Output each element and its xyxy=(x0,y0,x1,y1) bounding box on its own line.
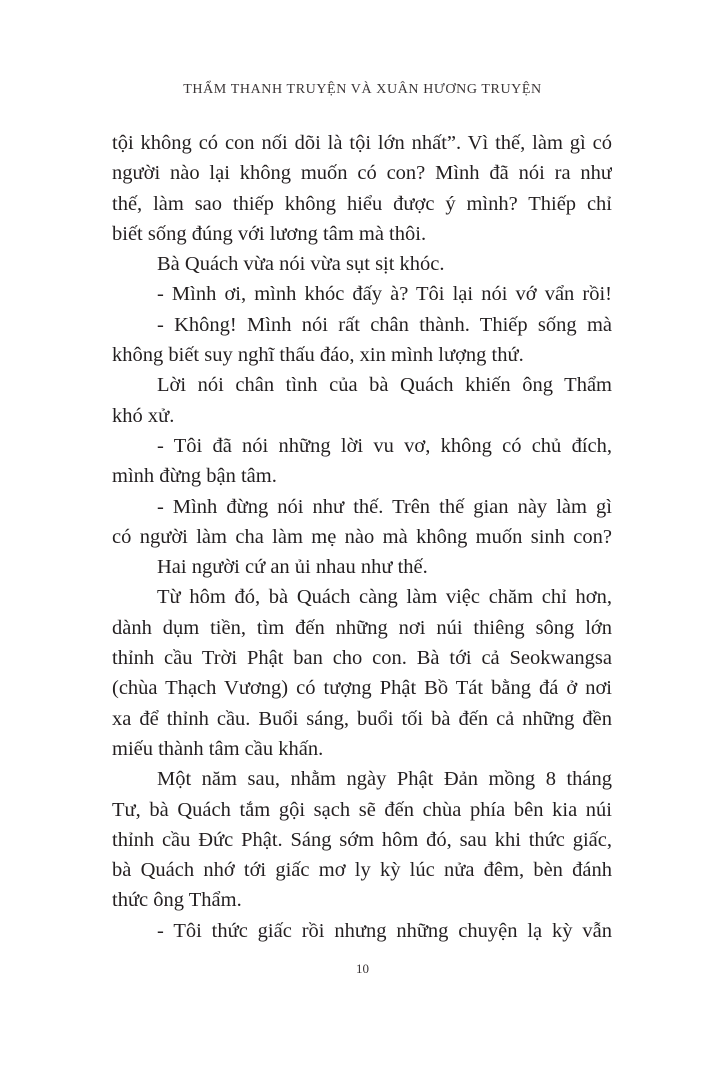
text-line: không biết suy nghĩ thấu đáo, xin mình lượng thứ. xyxy=(112,344,524,367)
text-line: thế, làm sao thiếp không hiểu được ý mình? Thiếp chỉ xyxy=(112,192,612,215)
text-line: khó xử. xyxy=(112,404,175,427)
text-line: - Tôi thức giấc rồi nhưng những chuyện lạ kỳ vẫn xyxy=(157,919,612,942)
text-line: - Mình ơi, mình khóc đấy à? Tôi lại nói vớ vẩn rồi! xyxy=(157,283,612,306)
text-line: (chùa Thạch Vương) có tượng Phật Bồ Tát bằng đá ở nơi xyxy=(112,677,612,700)
text-line: biết sống đúng với lương tâm mà thôi. xyxy=(112,222,427,245)
text-line: - Mình đừng nói như thế. Trên thế gian này làm gì xyxy=(157,495,612,518)
running-header: THẨM THANH TRUYỆN VÀ XUÂN HƯƠNG TRUYỆN xyxy=(183,82,542,97)
text-line: thỉnh cầu Trời Phật ban cho con. Bà tới cả Seokwangsa xyxy=(112,647,612,670)
text-line: - Tôi đã nói những lời vu vơ, không có chủ đích, xyxy=(157,434,612,457)
text-line: người nào lại không muốn có con? Mình đã nói ra như xyxy=(112,162,612,185)
text-line: Từ hôm đó, bà Quách càng làm việc chăm chỉ hơn, xyxy=(157,586,612,609)
text-line: Một năm sau, nhằm ngày Phật Đản mồng 8 tháng xyxy=(157,768,612,791)
text-line: xa để thỉnh cầu. Buổi sáng, buổi tối bà đến cả những đền xyxy=(112,707,612,730)
text-line: - Không! Mình nói rất chân thành. Thiếp sống mà xyxy=(157,313,612,336)
text-line: dành dụm tiền, tìm đến những nơi núi thiêng sông lớn xyxy=(112,616,612,639)
text-line: Tư, bà Quách tắm gội sạch sẽ đến chùa phía bên kia núi xyxy=(112,798,612,821)
text-line: miếu thành tâm cầu khấn. xyxy=(112,737,324,760)
text-line: Bà Quách vừa nói vừa sụt sịt khóc. xyxy=(157,253,445,276)
text-line: mình đừng bận tâm. xyxy=(112,465,277,488)
text-line: thỉnh cầu Đức Phật. Sáng sớm hôm đó, sau khi thức giấc, xyxy=(112,828,612,851)
text-line: tội không có con nối dõi là tội lớn nhất”. Vì thế, làm gì có xyxy=(112,132,612,154)
text-line: thức ông Thẩm. xyxy=(112,889,242,912)
text-line: có người làm cha làm mẹ nào mà không muốn sinh con? xyxy=(112,525,612,548)
text-line: Hai người cứ an ủi nhau như thế. xyxy=(157,556,428,579)
page-number: 10 xyxy=(356,961,369,976)
body-text xyxy=(112,128,612,946)
text-line: bà Quách nhớ tới giấc mơ ly kỳ lúc nửa đêm, bèn đánh xyxy=(112,859,612,882)
text-line: Lời nói chân tình của bà Quách khiến ông Thẩm xyxy=(157,374,612,397)
